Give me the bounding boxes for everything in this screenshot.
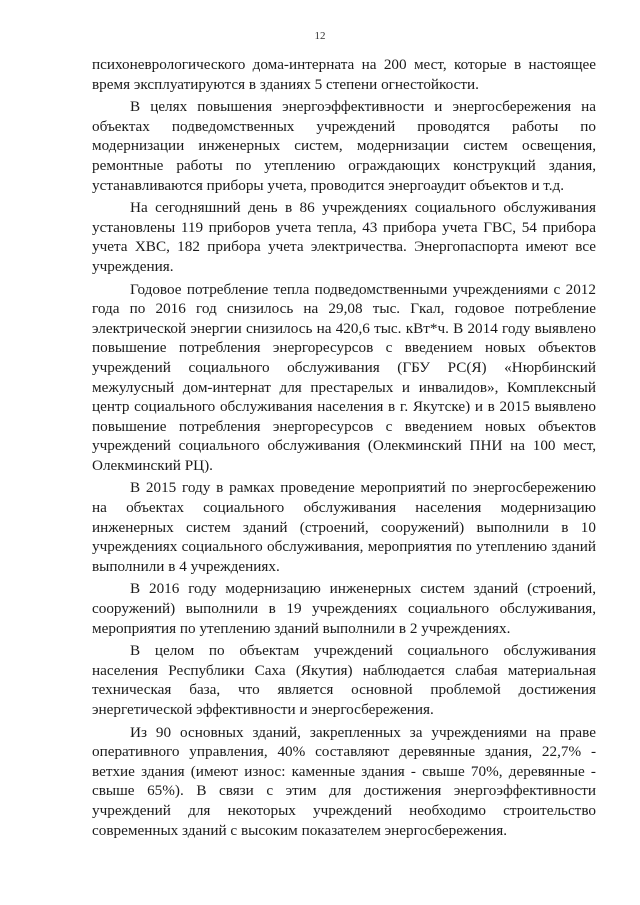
paragraph-building-condition: Из 90 основных зданий, закрепленных за учреждениями на праве оперативного управления, 40% составляют деревянные здания, 22,7% - ветхие здания (имеют износ: каменные здания - свыше 70%, деревянные - свыше 65%). В связи с этим для достижения энергоэффективности учреждений для некоторых учреждений необходимо строительство современных зданий с высоким показателем энергосбережения. [92,723,596,839]
page-number: 12 [314,30,326,42]
paragraph-material-base: В целом по объектам учреждений социального обслуживания населения Республики Саха (Якутия) наблюдается слабая материальная техническая база, что является основной проблемой достижения энергетической эффективности и энергосбережения. [92,642,596,718]
paragraph-2016-measures: В 2016 году модернизацию инженерных систем зданий (строений, сооружений) выполнили в 19 учреждениях социального обслуживания, мероприятия по утеплению зданий выполнили в 2 учреждениях. [92,580,596,637]
paragraph-continuation: психоневрологического дома-интерната на 200 мест, которые в настоящее время эксплуатируются в зданиях 5 степени огнестойкости. [92,56,596,93]
paragraph-energy-efficiency-measures: В целях повышения энергоэффективности и энергосбережения на объектах подведомственных учреждений проводятся работы по модернизации инженерных систем, модернизации систем освещения, ремонтные работы по утеплению ограждающих конструкций здания, устанавливаются приборы учета, проводится энергоаудит объектов и т.д. [92,98,596,194]
paragraph-annual-consumption: Годовое потребление тепла подведомственными учреждениями с 2012 года по 2016 год снизилось на 29,08 тыс. Гкал, годовое потребление электрической энергии снизилось на 420,6 тыс. кВт*ч. В 2014 году выявлено повышение потребления энергоресурсов с введением новых объектов учреждений социального обслуживания (ГБУ РС(Я) «Нюрбинский межулусный дом-интернат для престарелых и инвалидов», Комплексный центр социального обслуживания населения в г. Якутске) и в 2015 выявлено повышение потребления энергоресурсов с введением новых объектов учреждений социального обслуживания (Олекминский ПНИ на 100 мест, Олекминский РЦ). [92,280,596,474]
paragraph-metering-devices: На сегодняшний день в 86 учреждениях социального обслуживания установлены 119 приборов учета тепла, 43 прибора учета ГВС, 54 прибора учета ХВС, 182 прибора учета электричества. Энергопаспорта имеют все учреждения. [92,199,596,275]
paragraph-2015-measures: В 2015 году в рамках проведение мероприятий по энергосбережению на объектах социального обслуживания населения модернизацию инженерных систем зданий (строений, сооружений) выполнили в 10 учреждениях социального обслуживания, мероприятия по утеплению зданий выполнили в 4 учреждениях. [92,479,596,575]
document-body [92,55,596,843]
